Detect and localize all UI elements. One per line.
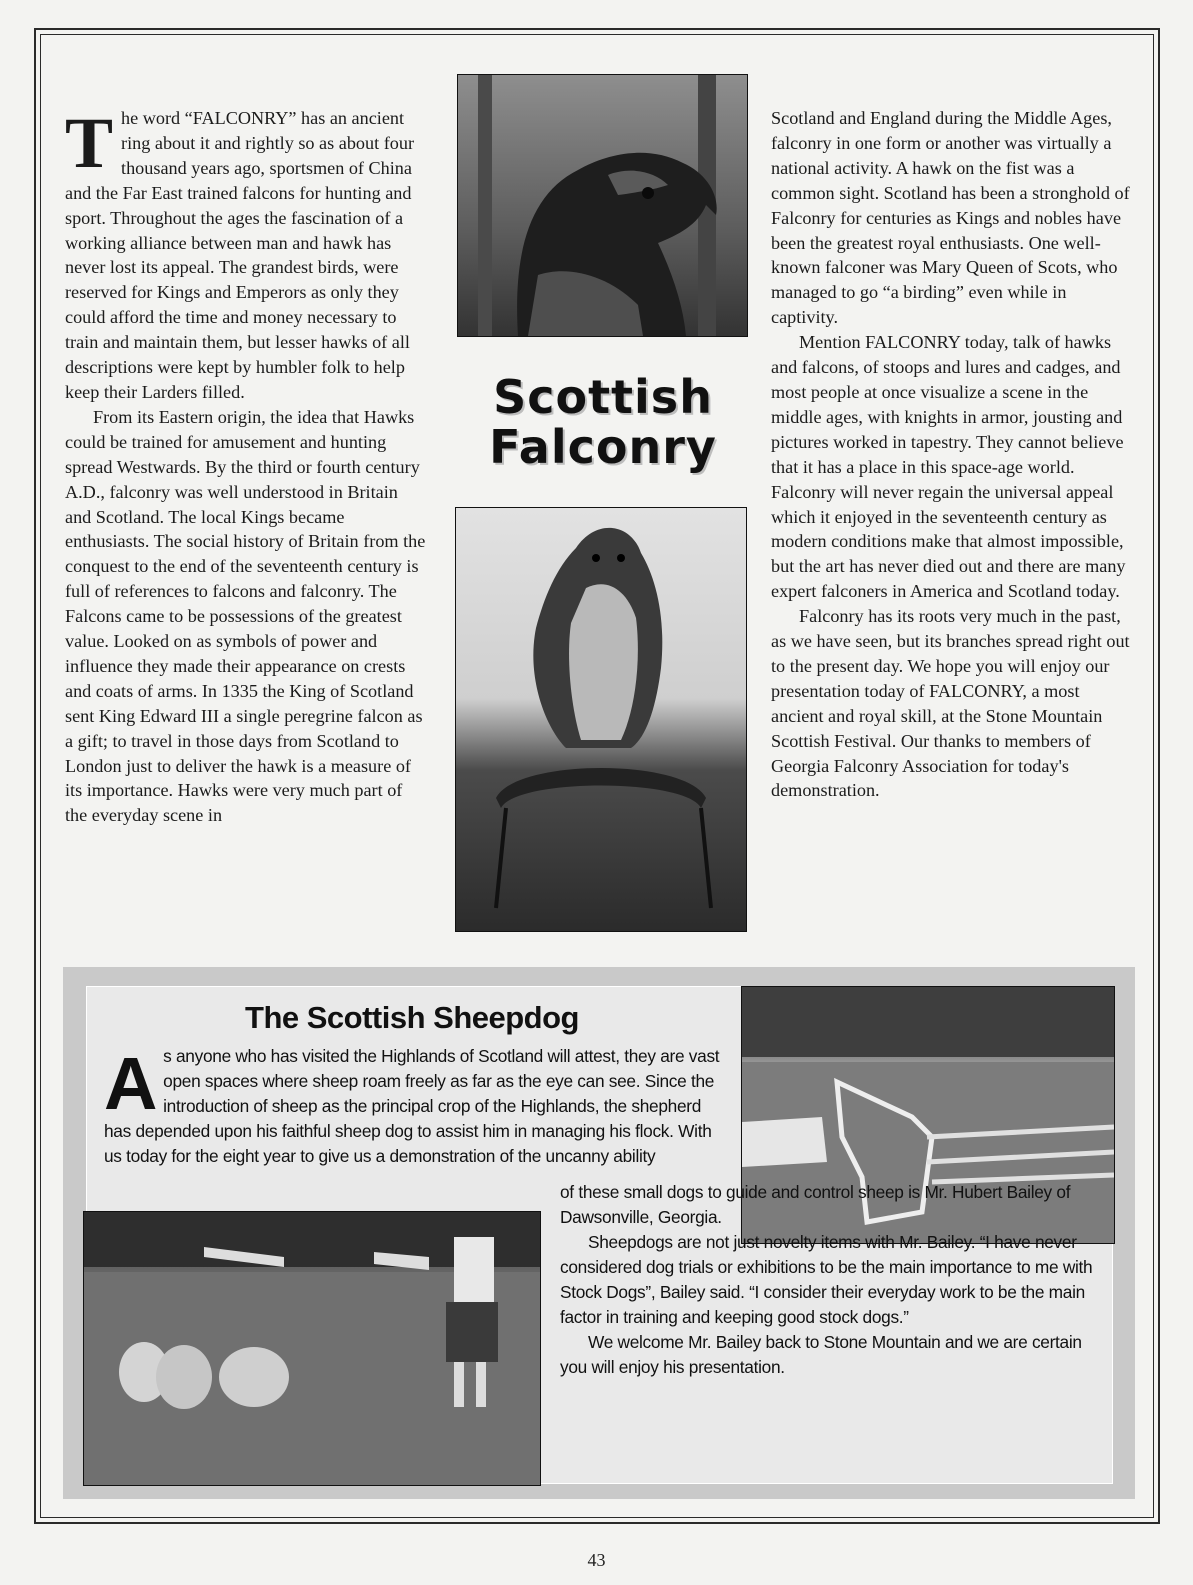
sheepdog-quote-paragraph: Sheepdogs are not just novelty items with Mr. Bailey. “I have never considered dog trials or exhibitions to be the main importance to me with Stock Dogs”, Bailey said. “I consider their everyday work to be the main factor in training and keeping good stock dogs.” [560, 1232, 1093, 1327]
page-number: 43 [587, 1550, 606, 1570]
sheep-and-shepherd-photo [83, 1211, 541, 1486]
sheepdog-intro-paragraph: As anyone who has visited the Highlands of Scotland will attest, they are vast open spaces where sheep roam freely as far as the eye can see. Since the introduction of sheep as the principal crop of the Highlands, the shepherd has depended upon his faithful sheep dog to assist him in managing his flock. With us today for the eight year to give us a demonstration of the uncanny ability [104, 1042, 720, 1166]
sheepdog-bailey-paragraph: of these small dogs to guide and control sheep is Mr. Hubert Bailey of Dawsonville, Georgia. [560, 1182, 1071, 1227]
dropcap-t: T [65, 103, 114, 183]
falconry-roots-paragraph: Falconry has its roots very much in the past, as we have seen, but its branches spread right out to the present day. We hope you will enjoy our presentation today of FALCONRY, a most ancient and royal skill, at the Stone Mountain Scottish Festival. Our thanks to members of Georgia Falconry Association for today's demonstration. [771, 606, 1130, 801]
sheepdog-body-text [560, 1180, 1100, 1380]
dropcap-a: A [104, 1042, 158, 1125]
hawk-perch-photo [455, 507, 747, 932]
falconry-today-paragraph: Mention FALCONRY today, talk of hawks and falcons, of stoops and lures and cadges, and most people at once visualize a scene in the middle ages, with knights in armor, jousting and pictures worked in tapestry. They cannot believe that it has a place in this space-age world. Falconry will never regain the universal appeal which it enjoyed in the seventeenth century as modern conditions make that almost impossible, but the art has never died out and there are many expert falconers in America and Scotland today. [771, 332, 1126, 602]
falconry-intro-paragraph: The word “FALCONRY” has an ancient ring about it and rightly so as about four thousand years ago, sportsmen of China and the Far East trained falcons for hunting and sport. Throughout the ages the fascination of a working alliance between man and hawk has never lost its appeal. The grandest birds, were reserved for Kings and Emperors as only they could afford the time and money necessary to train and maintain them, but lesser hawks of all descriptions were kept by humbler folk to help keep their Larders filled. [65, 103, 415, 402]
falconry-history-paragraph: From its Eastern origin, the idea that Hawks could be trained for amusement and hunting spread Westwards. By the third or fourth century A.D., falconry was well understood in Britain and Scotland. The local Kings became enthusiasts. The social history of Britain from the conquest to the end of the seventeenth century is full of references to falcons and falconry. The Falcons came to be possessions of the greatest value. Looked on as symbols of power and influence they made their appearance on crests and coats of arms. In 1335 the King of Scotland sent King Edward III a single peregrine falcon as a gift; to travel in those days from Scotland to London just to deliver the hawk is a measure of its importance. Hawks were very much part of the everyday scene in [65, 406, 426, 826]
falconry-right-column [771, 106, 1133, 803]
sheepdog-title: The Scottish Sheepdog [245, 1000, 579, 1035]
falconry-title-line1: Scottish [493, 370, 713, 424]
sheepdog-welcome-paragraph: We welcome Mr. Bailey back to Stone Mountain and we are certain you will enjoy his presentation. [560, 1332, 1082, 1377]
falconry-middle-ages-paragraph: Scotland and England during the Middle Ages, falconry in one form or another was virtually a national activity. A hawk on the fist was a common sight. Scotland has been a stronghold of Falconry for centuries as Kings and nobles have been the greatest royal enthusiasts. One well-known falconer was Mary Queen of Scots, who managed to go “a birding” even while in captivity. [771, 108, 1130, 328]
falconry-title [458, 372, 748, 472]
hawk-head-photo [457, 74, 748, 337]
falconry-title-line2: Falconry [489, 420, 717, 474]
sheepdog-intro-text [104, 1044, 724, 1169]
falconry-left-column [65, 103, 427, 828]
